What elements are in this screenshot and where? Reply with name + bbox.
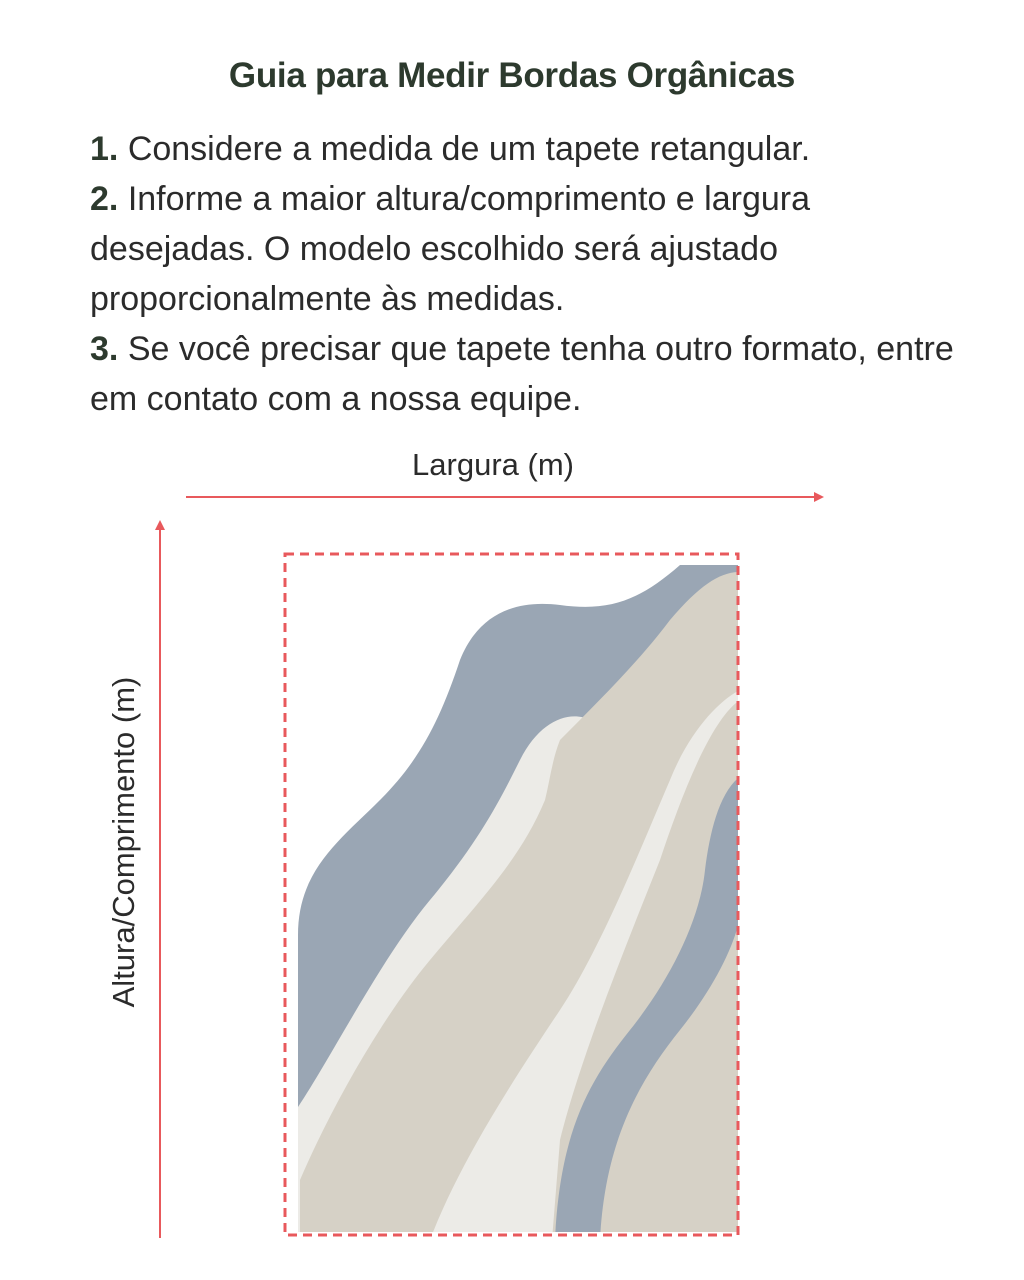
width-label: Largura (m) — [412, 447, 574, 482]
width-arrow — [186, 492, 824, 502]
page-title: Guia para Medir Bordas Orgânicas — [228, 56, 796, 95]
step-2-number: 2. — [90, 180, 119, 218]
organic-rug-image — [290, 560, 750, 1240]
step-2-text: Informe a maior altura/comprimento e largura desejadas. O modelo escolhido será ajustado proporcionalmente às medidas. — [90, 180, 810, 318]
step-3-text: Se você precisar que tapete tenha outro formato, entre em contato com a nossa equipe. — [90, 330, 954, 418]
step-1-number: 1. — [90, 130, 119, 168]
step-1-text: Considere a medida de um tapete retangular. — [127, 130, 811, 168]
height-arrow — [155, 520, 165, 1238]
height-arrow-head — [155, 520, 165, 530]
height-label: Altura/Comprimento (m) — [106, 676, 141, 1008]
step-3-number: 3. — [90, 330, 119, 368]
width-arrow-head — [814, 492, 824, 502]
